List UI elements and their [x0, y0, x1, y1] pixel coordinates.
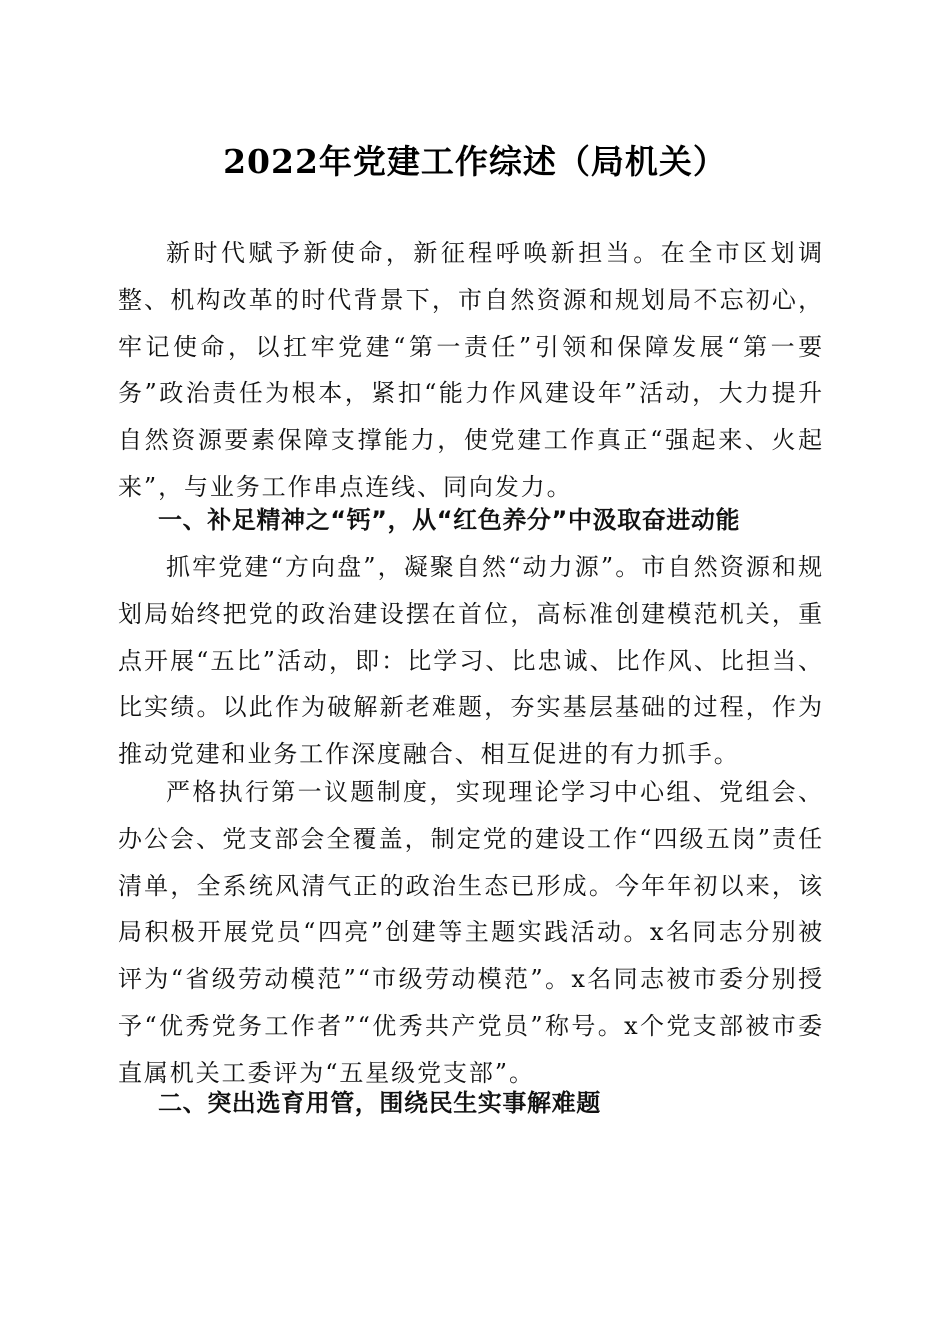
section-heading-1: 一、补足精神之“钙”，从“红色养分”中汲取奋进动能 — [158, 506, 741, 534]
section-heading-2: 二、突出选育用管，围绕民生实事解难题 — [158, 1089, 601, 1117]
paragraph-section-1-a: 抓牢党建“方向盘”，凝聚自然“动力源”。市自然资源和规划局始终把党的政治建设摆在首位，高标准创建模范机关，重点开展“五比”活动，即：比学习、比忠诚、比作风、比担当、比实绩。以此作为破解新老难题，夯实基层基础的过程，作为推动党建和业务工作深度融合、相互促进的有力抓手。 — [118, 553, 824, 769]
paragraph-section-1-b: 严格执行第一议题制度，实现理论学习中心组、党组会、办公会、党支部会全覆盖，制定党的建设工作“四级五岗”责任清单，全系统风清气正的政治生态已形成。今年年初以来，该局积极开展党员“四亮”创建等主题实践活动。x名同志分别被评为“省级劳动模范”“市级劳动模范”。x名同志被市委分别授予“优秀党务工作者”“优秀共产党员”称号。x个党支部被市委直属机关工委评为“五星级党支部”。 — [118, 778, 824, 1087]
document-title: 2022年党建工作综述（局机关） — [223, 142, 727, 181]
paragraph-intro: 新时代赋予新使命，新征程呼唤新担当。在全市区划调整、机构改革的时代背景下，市自然资源和规划局不忘初心，牢记使命，以扛牢党建“第一责任”引领和保障发展“第一要务”政治责任为根本，紧扣“能力作风建设年”活动，大力提升自然资源要素保障支撑能力，使党建工作真正“强起来、火起来”，与业务工作串点连线、同向发力。 — [118, 239, 824, 501]
